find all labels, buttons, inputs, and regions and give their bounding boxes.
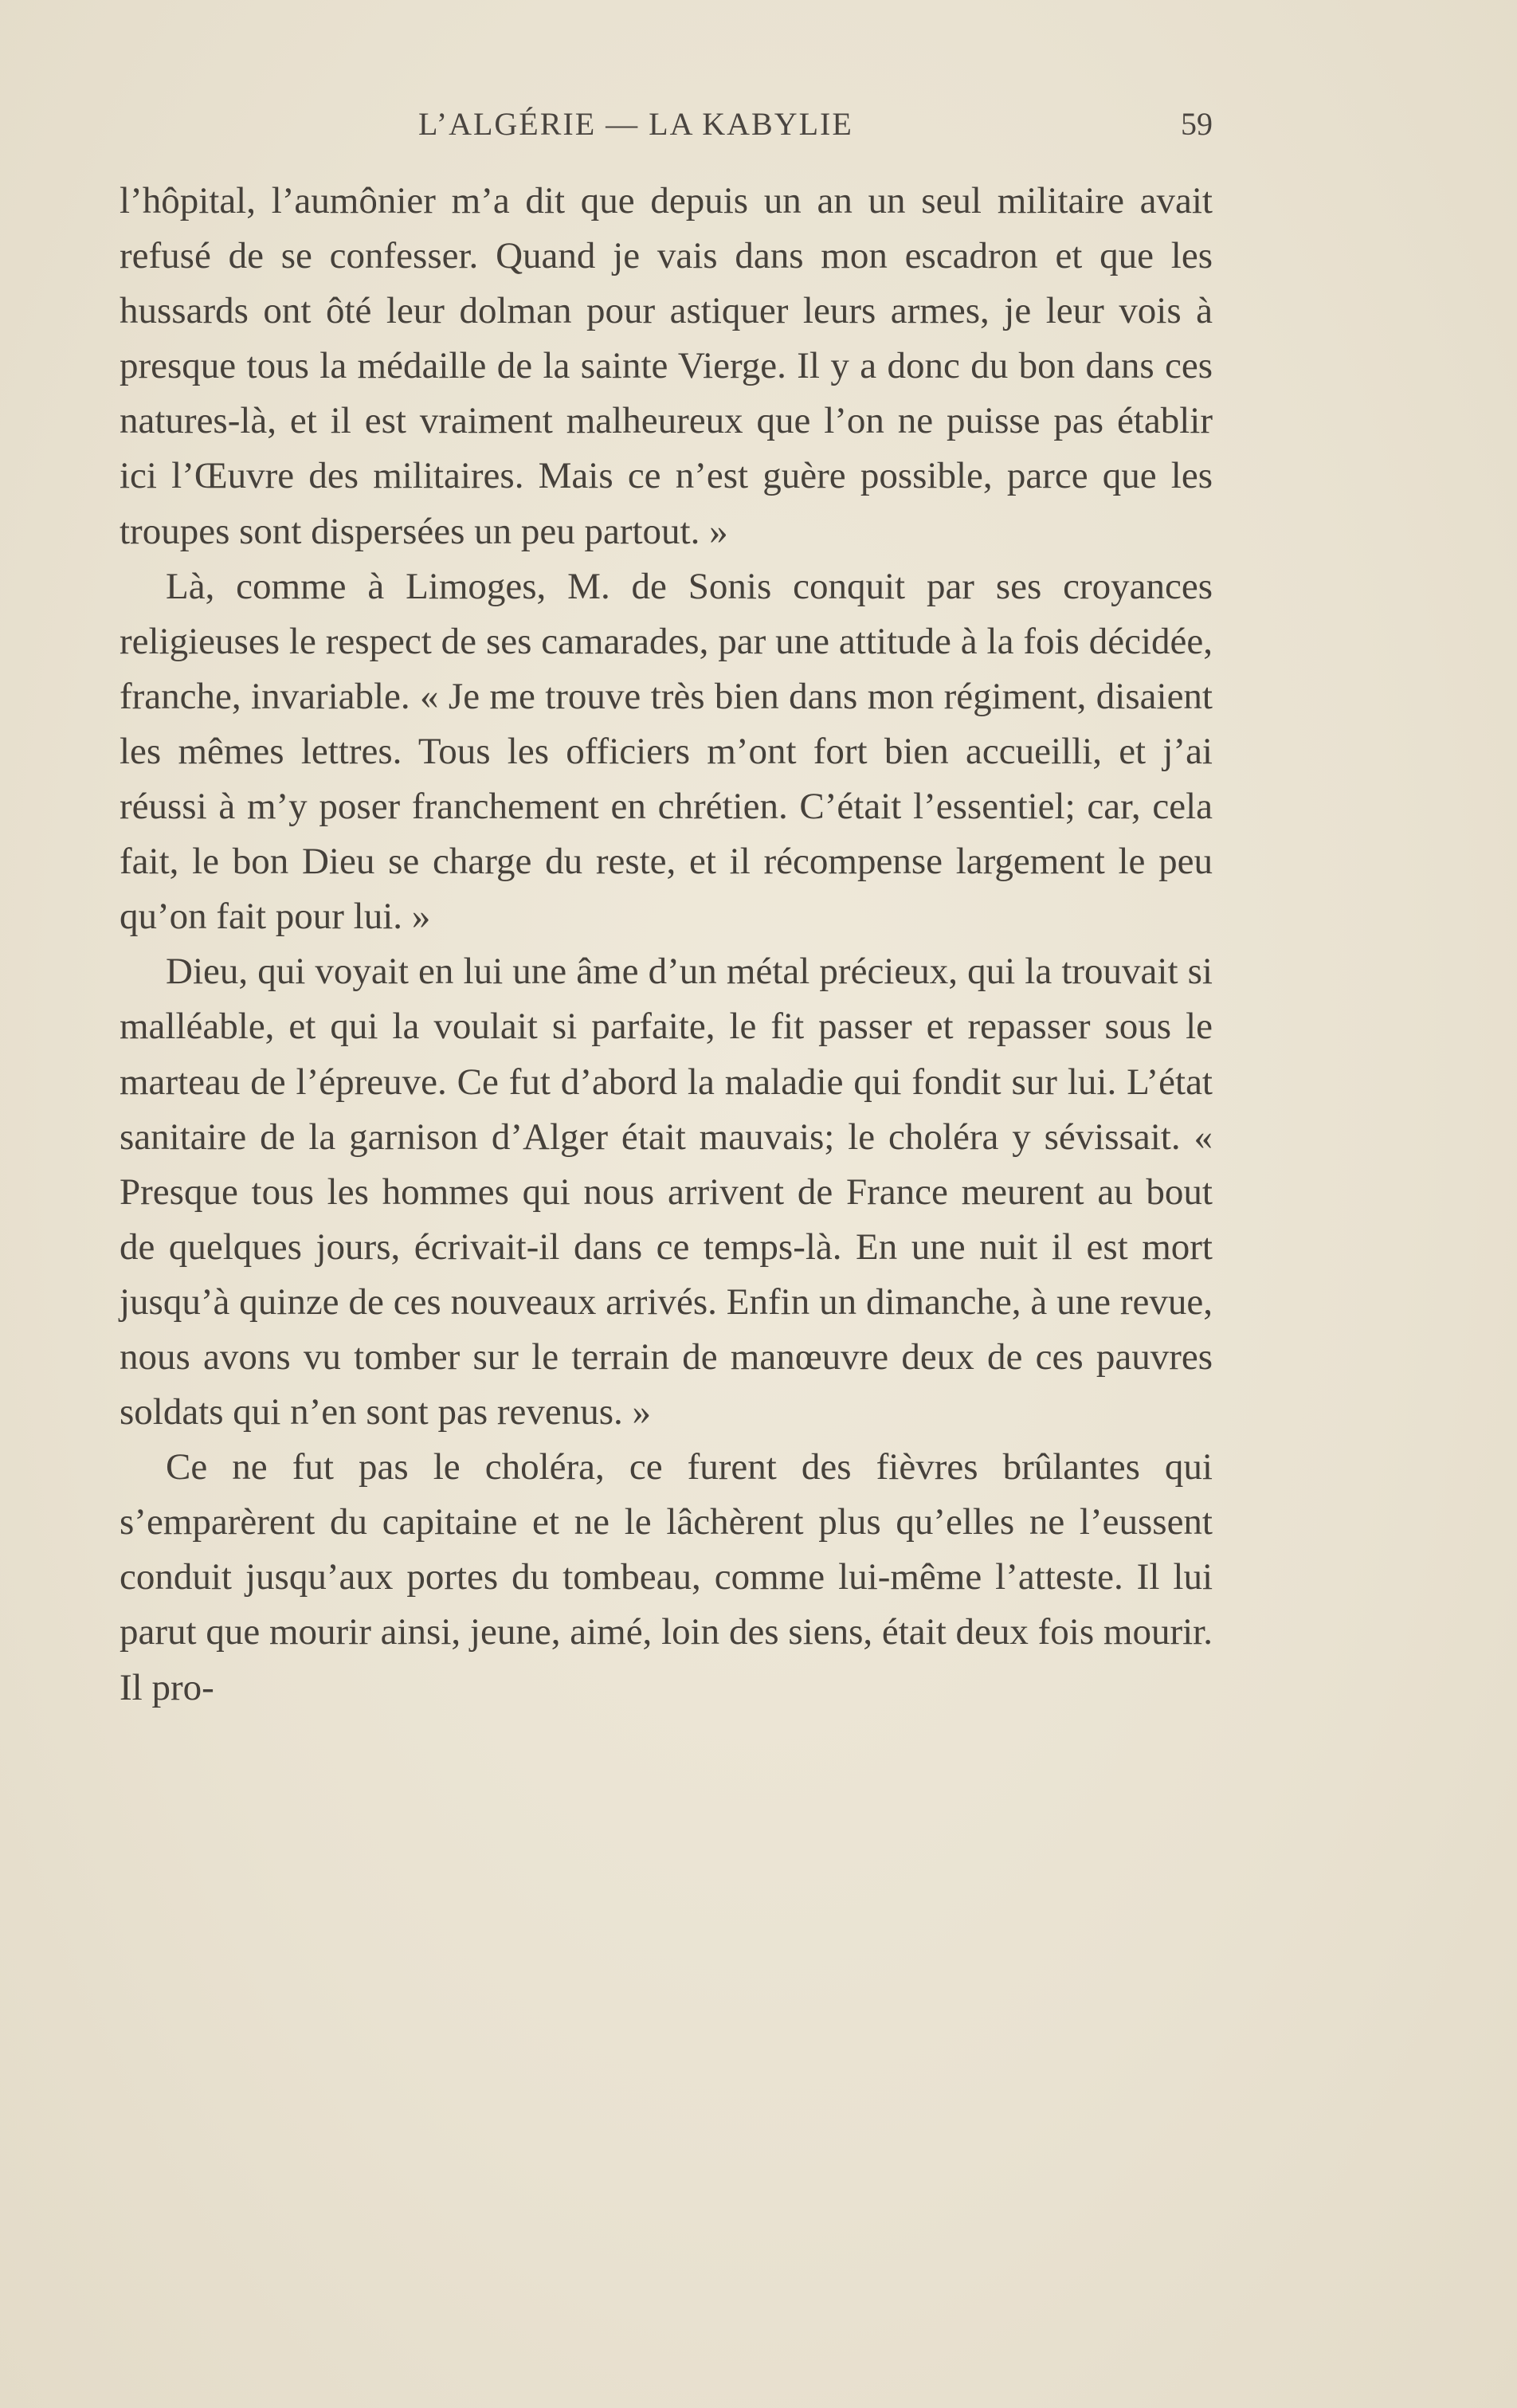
- paragraph: Là, comme à Limoges, M. de Sonis conquit par ses croyances religieuses le respect de ses camarades, par une attitude à la fois décidée, franche, invariable. « Je me trouve très bien dans mon régiment, disaient les mêmes lettres. Tous les officiers m’ont fort bien accueilli, et j’ai réussi à m’y poser franchement en chrétien. C’était l’essentiel; car, cela fait, le bon Dieu se charge du reste, et il récompense largement le peu qu’on fait pour lui. »: [120, 565, 1213, 938]
- paragraph-continuation: l’hôpital, l’aumônier m’a dit que depuis un an un seul militaire avait refusé de se confesser. Quand je vais dans mon escadron et que les hussards ont ôté leur dolman pour astiquer leurs armes, je leur vois à presque tous la médaille de la sainte Vierge. Il y a donc du bon dans ces natures-là, et il est vraiment malheureux que l’on ne puisse pas établir ici l’Œuvre des militaires. Mais ce n’est guère possible, parce que les troupes sont dispersées un peu partout. »: [120, 180, 1213, 552]
- page-number: 59: [1181, 106, 1213, 142]
- page-header: [120, 105, 1213, 161]
- running-head: L’ALGÉRIE — LA KABYLIE: [418, 106, 853, 142]
- body-text: [120, 174, 1213, 1716]
- paragraph: Dieu, qui voyait en lui une âme d’un métal précieux, qui la trouvait si malléable, et qui la voulait si parfaite, le fit passer et repasser sous le marteau de l’épreuve. Ce fut d’abord la maladie qui fondit sur lui. L’état sanitaire de la garnison d’Alger était mauvais; le choléra y sévissait. « Presque tous les hommes qui nous arrivent de France meurent au bout de quelques jours, écrivait-il dans ce temps-là. En une nuit il est mort jusqu’à quinze de ces nouveaux arrivés. Enfin un dimanche, à une revue, nous avons vu tomber sur le terrain de manœuvre deux de ces pauvres soldats qui n’en sont pas revenus. »: [120, 951, 1213, 1433]
- paragraph: Ce ne fut pas le choléra, ce furent des fièvres brûlantes qui s’emparèrent du capitaine et ne le lâchèrent plus qu’elles ne l’eussent conduit jusqu’aux portes du tombeau, comme lui-même l’atteste. Il lui parut que mourir ainsi, jeune, aimé, loin des siens, était deux fois mourir. Il pro-: [120, 1446, 1213, 1708]
